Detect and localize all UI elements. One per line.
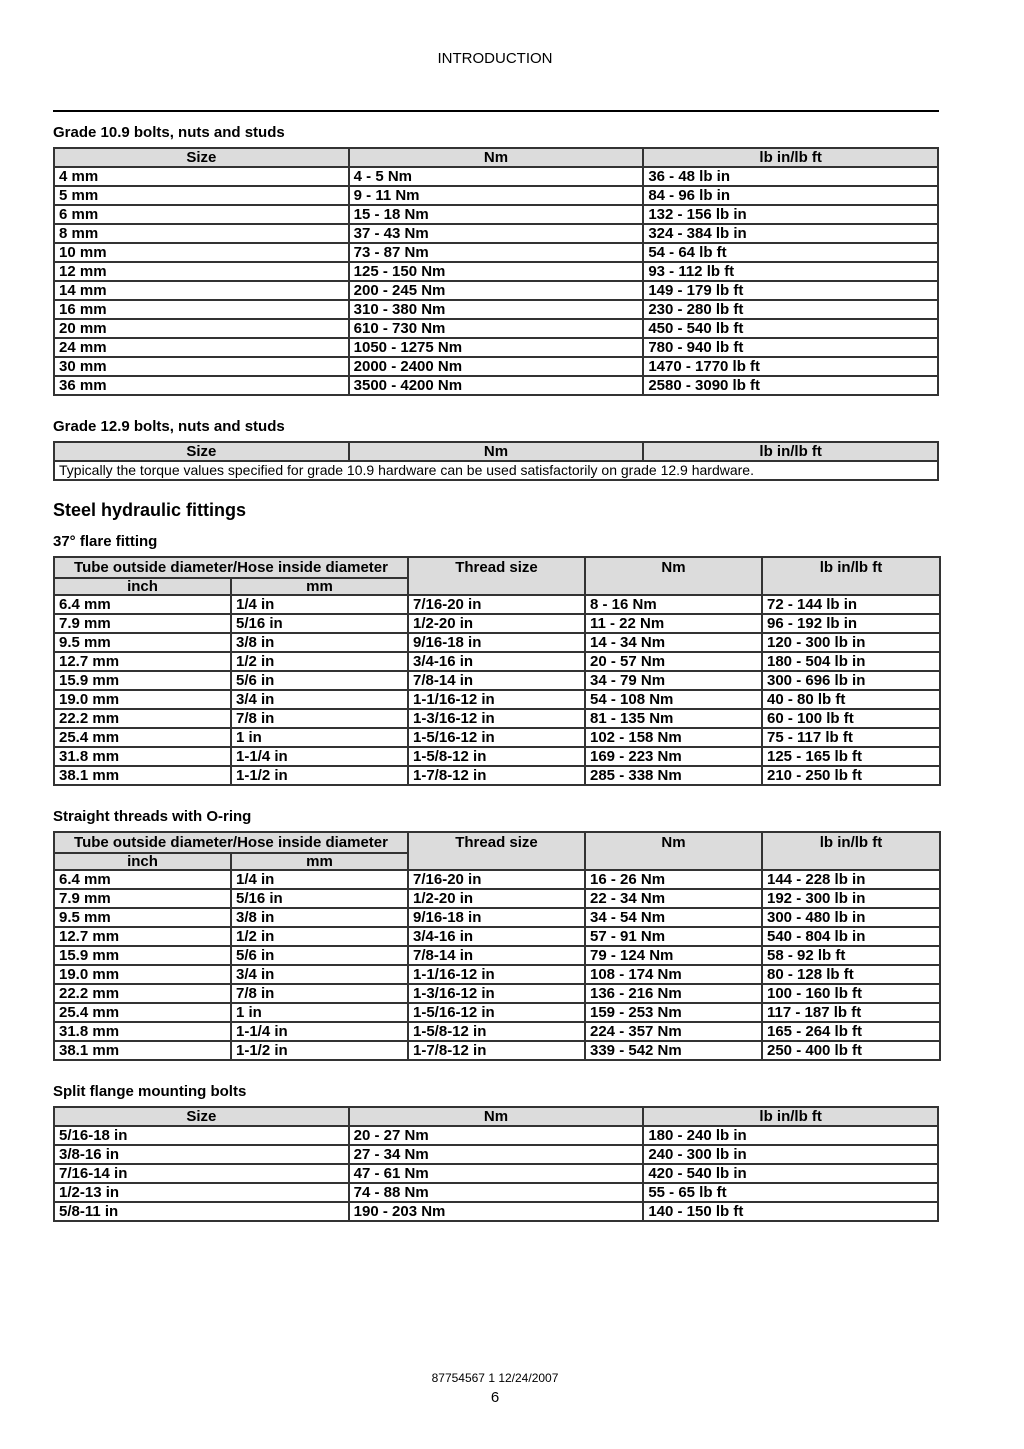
- table-cell: 7/8-14 in: [408, 671, 585, 690]
- column-header-size: Size: [54, 148, 349, 167]
- table-cell: 1-1/4 in: [231, 747, 408, 766]
- table-cell: 10 mm: [54, 243, 349, 262]
- table-cell: 55 - 65 lb ft: [643, 1183, 938, 1202]
- table-cell: 165 - 264 lb ft: [762, 1022, 940, 1041]
- column-header-nm: Nm: [349, 442, 644, 461]
- table-cell: 610 - 730 Nm: [349, 319, 644, 338]
- table-cell: 3/4 in: [231, 690, 408, 709]
- table-row: [54, 652, 940, 671]
- table-header-row: [54, 557, 940, 578]
- table-cell: 14 - 34 Nm: [585, 633, 762, 652]
- page-header-title: INTRODUCTION: [437, 50, 553, 67]
- footer-page-number: 6: [490, 1389, 500, 1406]
- table-cell: 38.1 mm: [54, 1041, 231, 1060]
- table-cell: 3/8 in: [231, 908, 408, 927]
- table-cell: 22.2 mm: [54, 984, 231, 1003]
- table-cell: 4 mm: [54, 167, 349, 186]
- column-header-lb: lb in/lb ft: [643, 442, 938, 461]
- table-cell: 57 - 91 Nm: [585, 927, 762, 946]
- table-row: [54, 357, 938, 376]
- table-cell: 3/8 in: [231, 633, 408, 652]
- table-cell: 5/16 in: [231, 889, 408, 908]
- table-row: [54, 946, 940, 965]
- table-cell: 80 - 128 lb ft: [762, 965, 940, 984]
- table-cell: 1-7/8-12 in: [408, 1041, 585, 1060]
- table-cell: 125 - 150 Nm: [349, 262, 644, 281]
- table-cell: 31.8 mm: [54, 747, 231, 766]
- table-cell: 1-1/2 in: [231, 1041, 408, 1060]
- table-header-row: [54, 148, 938, 167]
- column-header-mm: mm: [231, 853, 408, 870]
- table-row: [54, 376, 938, 395]
- column-header-size: Size: [54, 442, 349, 461]
- column-header-lb: lb in/lb ft: [762, 832, 940, 870]
- table-cell: 300 - 480 lb in: [762, 908, 940, 927]
- table-cell: 75 - 117 lb ft: [762, 728, 940, 747]
- table-row: [54, 766, 940, 785]
- table-cell: 285 - 338 Nm: [585, 766, 762, 785]
- table-row: [54, 870, 940, 889]
- table-row: [54, 300, 938, 319]
- table-cell: 36 mm: [54, 376, 349, 395]
- table-cell: 22 - 34 Nm: [585, 889, 762, 908]
- table-cell: 1-1/4 in: [231, 1022, 408, 1041]
- table-cell: 9/16-18 in: [408, 908, 585, 927]
- table-cell: 93 - 112 lb ft: [643, 262, 938, 281]
- table-row: [54, 1022, 940, 1041]
- footer-document-id: 87754567 1 12/24/2007: [431, 1371, 559, 1385]
- table-cell: 132 - 156 lb in: [643, 205, 938, 224]
- table-row: [54, 1183, 938, 1202]
- table-cell: 250 - 400 lb ft: [762, 1041, 940, 1060]
- table-cell: 144 - 228 lb in: [762, 870, 940, 889]
- steel-fittings-heading: Steel hydraulic fittings: [53, 500, 247, 520]
- table-row: [54, 908, 940, 927]
- table-cell: 3/8-16 in: [54, 1145, 349, 1164]
- grade129-title: Grade 12.9 bolts, nuts and studs: [53, 418, 285, 435]
- table-cell: 36 - 48 lb in: [643, 167, 938, 186]
- column-header-mm: mm: [231, 578, 408, 595]
- table-cell: 420 - 540 lb in: [643, 1164, 938, 1183]
- table-cell: 1/2-20 in: [408, 614, 585, 633]
- table-cell: 1 in: [231, 728, 408, 747]
- table-row: [54, 671, 940, 690]
- table-cell: 6 mm: [54, 205, 349, 224]
- table-cell: 102 - 158 Nm: [585, 728, 762, 747]
- table-cell: 5/6 in: [231, 946, 408, 965]
- table-row: [54, 186, 938, 205]
- table-row: [54, 728, 940, 747]
- table-cell: 20 - 27 Nm: [349, 1126, 644, 1145]
- table-row: [54, 461, 938, 480]
- table-cell: 25.4 mm: [54, 1003, 231, 1022]
- table-cell: 1/2-13 in: [54, 1183, 349, 1202]
- table-cell: 31.8 mm: [54, 1022, 231, 1041]
- table-cell: 780 - 940 lb ft: [643, 338, 938, 357]
- table-header-row: [54, 442, 938, 461]
- grade129-table: [53, 441, 939, 481]
- table-cell: 7.9 mm: [54, 614, 231, 633]
- grade109-table: [53, 147, 939, 396]
- table-cell: 7/16-14 in: [54, 1164, 349, 1183]
- column-header-tube-diameter: Tube outside diameter/Hose inside diameter: [54, 832, 408, 853]
- table-cell: 96 - 192 lb in: [762, 614, 940, 633]
- table-row: [54, 1003, 940, 1022]
- table-cell: 1470 - 1770 lb ft: [643, 357, 938, 376]
- flare-title: 37° flare fitting: [53, 533, 158, 550]
- table-row: [54, 965, 940, 984]
- table-cell: 4 - 5 Nm: [349, 167, 644, 186]
- table-cell: 310 - 380 Nm: [349, 300, 644, 319]
- table-cell: 200 - 245 Nm: [349, 281, 644, 300]
- table-cell: 1-5/8-12 in: [408, 747, 585, 766]
- grade109-title: Grade 10.9 bolts, nuts and studs: [53, 124, 285, 141]
- table-cell: 24 mm: [54, 338, 349, 357]
- column-header-nm: Nm: [585, 832, 762, 870]
- table-cell: 34 - 54 Nm: [585, 908, 762, 927]
- table-cell: 1-3/16-12 in: [408, 984, 585, 1003]
- table-row: [54, 595, 940, 614]
- table-cell: 1/2 in: [231, 927, 408, 946]
- table-cell: 38.1 mm: [54, 766, 231, 785]
- table-cell: 108 - 174 Nm: [585, 965, 762, 984]
- table-cell: 1050 - 1275 Nm: [349, 338, 644, 357]
- table-row: [54, 1145, 938, 1164]
- flare-table: [53, 556, 941, 786]
- table-cell: 125 - 165 lb ft: [762, 747, 940, 766]
- table-cell: 180 - 504 lb in: [762, 652, 940, 671]
- table-row: [54, 205, 938, 224]
- table-cell: 47 - 61 Nm: [349, 1164, 644, 1183]
- table-cell: 1/2 in: [231, 652, 408, 671]
- table-cell: 22.2 mm: [54, 709, 231, 728]
- table-cell: 16 mm: [54, 300, 349, 319]
- table-cell: 2000 - 2400 Nm: [349, 357, 644, 376]
- table-cell: 73 - 87 Nm: [349, 243, 644, 262]
- table-row: [54, 243, 938, 262]
- table-cell: 169 - 223 Nm: [585, 747, 762, 766]
- table-cell: 15 - 18 Nm: [349, 205, 644, 224]
- oring-table: [53, 831, 941, 1061]
- table-cell: 7/8 in: [231, 984, 408, 1003]
- table-row: [54, 1041, 940, 1060]
- table-row: [54, 338, 938, 357]
- table-row: [54, 747, 940, 766]
- table-header-row: [54, 1107, 938, 1126]
- table-row: [54, 281, 938, 300]
- table-cell: 3/4 in: [231, 965, 408, 984]
- flange-title: Split flange mounting bolts: [53, 1083, 247, 1100]
- table-cell: 7/16-20 in: [408, 595, 585, 614]
- table-cell: 159 - 253 Nm: [585, 1003, 762, 1022]
- table-cell: 100 - 160 lb ft: [762, 984, 940, 1003]
- table-cell: 7/8 in: [231, 709, 408, 728]
- table-cell: 19.0 mm: [54, 690, 231, 709]
- table-row: [54, 167, 938, 186]
- table-cell: 1-1/16-12 in: [408, 690, 585, 709]
- table-cell: 12.7 mm: [54, 652, 231, 671]
- column-header-lb: lb in/lb ft: [643, 1107, 938, 1126]
- table-cell: 192 - 300 lb in: [762, 889, 940, 908]
- table-cell: 30 mm: [54, 357, 349, 376]
- column-header-thread-size: Thread size: [408, 557, 585, 595]
- table-cell: 1-1/16-12 in: [408, 965, 585, 984]
- table-cell: 540 - 804 lb in: [762, 927, 940, 946]
- table-row: [54, 319, 938, 338]
- table-cell: 324 - 384 lb in: [643, 224, 938, 243]
- table-cell: 3500 - 4200 Nm: [349, 376, 644, 395]
- table-cell: 5 mm: [54, 186, 349, 205]
- table-cell: 149 - 179 lb ft: [643, 281, 938, 300]
- table-cell: 7.9 mm: [54, 889, 231, 908]
- table-cell: 72 - 144 lb in: [762, 595, 940, 614]
- table-row: [54, 224, 938, 243]
- table-cell: 37 - 43 Nm: [349, 224, 644, 243]
- column-header-thread-size: Thread size: [408, 832, 585, 870]
- table-row: [54, 709, 940, 728]
- table-cell: 14 mm: [54, 281, 349, 300]
- table-cell: 40 - 80 lb ft: [762, 690, 940, 709]
- table-cell: 12 mm: [54, 262, 349, 281]
- table-cell: 1-5/16-12 in: [408, 728, 585, 747]
- header-rule: [53, 110, 939, 112]
- table-cell: 60 - 100 lb ft: [762, 709, 940, 728]
- table-cell: 34 - 79 Nm: [585, 671, 762, 690]
- table-cell: 6.4 mm: [54, 870, 231, 889]
- table-cell: 9.5 mm: [54, 633, 231, 652]
- column-header-size: Size: [54, 1107, 349, 1126]
- table-cell: 15.9 mm: [54, 671, 231, 690]
- column-header-tube-diameter: Tube outside diameter/Hose inside diameter: [54, 557, 408, 578]
- table-cell: 1-5/16-12 in: [408, 1003, 585, 1022]
- grade129-note: Typically the torque values specified for grade 10.9 hardware can be used satisfactorily on grade 12.9 hardware.: [54, 461, 938, 480]
- table-row: [54, 1126, 938, 1145]
- table-cell: 180 - 240 lb in: [643, 1126, 938, 1145]
- table-cell: 1-7/8-12 in: [408, 766, 585, 785]
- table-cell: 84 - 96 lb in: [643, 186, 938, 205]
- column-header-nm: Nm: [349, 1107, 644, 1126]
- table-row: [54, 889, 940, 908]
- table-cell: 8 mm: [54, 224, 349, 243]
- table-cell: 240 - 300 lb in: [643, 1145, 938, 1164]
- table-cell: 136 - 216 Nm: [585, 984, 762, 1003]
- table-cell: 9/16-18 in: [408, 633, 585, 652]
- table-cell: 8 - 16 Nm: [585, 595, 762, 614]
- table-cell: 27 - 34 Nm: [349, 1145, 644, 1164]
- table-cell: 300 - 696 lb in: [762, 671, 940, 690]
- table-cell: 15.9 mm: [54, 946, 231, 965]
- table-cell: 12.7 mm: [54, 927, 231, 946]
- table-cell: 1-1/2 in: [231, 766, 408, 785]
- table-cell: 20 mm: [54, 319, 349, 338]
- table-cell: 20 - 57 Nm: [585, 652, 762, 671]
- table-cell: 81 - 135 Nm: [585, 709, 762, 728]
- table-cell: 1/4 in: [231, 870, 408, 889]
- table-cell: 19.0 mm: [54, 965, 231, 984]
- table-cell: 9 - 11 Nm: [349, 186, 644, 205]
- table-cell: 54 - 108 Nm: [585, 690, 762, 709]
- table-cell: 7/8-14 in: [408, 946, 585, 965]
- table-cell: 1/4 in: [231, 595, 408, 614]
- table-row: [54, 1202, 938, 1221]
- column-header-inch: inch: [54, 578, 231, 595]
- table-cell: 1/2-20 in: [408, 889, 585, 908]
- table-cell: 74 - 88 Nm: [349, 1183, 644, 1202]
- table-cell: 5/8-11 in: [54, 1202, 349, 1221]
- table-cell: 5/16-18 in: [54, 1126, 349, 1145]
- column-header-nm: Nm: [585, 557, 762, 595]
- table-cell: 339 - 542 Nm: [585, 1041, 762, 1060]
- table-cell: 3/4-16 in: [408, 652, 585, 671]
- table-cell: 7/16-20 in: [408, 870, 585, 889]
- table-cell: 2580 - 3090 lb ft: [643, 376, 938, 395]
- column-header-lb: lb in/lb ft: [762, 557, 940, 595]
- table-header-row: [54, 832, 940, 853]
- table-row: [54, 690, 940, 709]
- table-cell: 190 - 203 Nm: [349, 1202, 644, 1221]
- oring-title: Straight threads with O-ring: [53, 808, 252, 825]
- table-cell: 54 - 64 lb ft: [643, 243, 938, 262]
- table-cell: 16 - 26 Nm: [585, 870, 762, 889]
- table-cell: 224 - 357 Nm: [585, 1022, 762, 1041]
- table-row: [54, 614, 940, 633]
- column-header-nm: Nm: [349, 148, 644, 167]
- table-cell: 1-5/8-12 in: [408, 1022, 585, 1041]
- table-cell: 58 - 92 lb ft: [762, 946, 940, 965]
- table-cell: 5/16 in: [231, 614, 408, 633]
- table-cell: 6.4 mm: [54, 595, 231, 614]
- table-row: [54, 984, 940, 1003]
- table-cell: 450 - 540 lb ft: [643, 319, 938, 338]
- table-cell: 1 in: [231, 1003, 408, 1022]
- table-cell: 3/4-16 in: [408, 927, 585, 946]
- table-row: [54, 1164, 938, 1183]
- table-cell: 117 - 187 lb ft: [762, 1003, 940, 1022]
- table-cell: 210 - 250 lb ft: [762, 766, 940, 785]
- table-cell: 1-3/16-12 in: [408, 709, 585, 728]
- table-cell: 25.4 mm: [54, 728, 231, 747]
- table-cell: 140 - 150 lb ft: [643, 1202, 938, 1221]
- table-cell: 5/6 in: [231, 671, 408, 690]
- page-content: [53, 124, 939, 1222]
- table-row: [54, 927, 940, 946]
- table-row: [54, 633, 940, 652]
- flange-table: [53, 1106, 939, 1222]
- table-cell: 230 - 280 lb ft: [643, 300, 938, 319]
- table-cell: 120 - 300 lb in: [762, 633, 940, 652]
- column-header-inch: inch: [54, 853, 231, 870]
- table-cell: 11 - 22 Nm: [585, 614, 762, 633]
- table-cell: 9.5 mm: [54, 908, 231, 927]
- table-row: [54, 262, 938, 281]
- column-header-lb: lb in/lb ft: [643, 148, 938, 167]
- table-cell: 79 - 124 Nm: [585, 946, 762, 965]
